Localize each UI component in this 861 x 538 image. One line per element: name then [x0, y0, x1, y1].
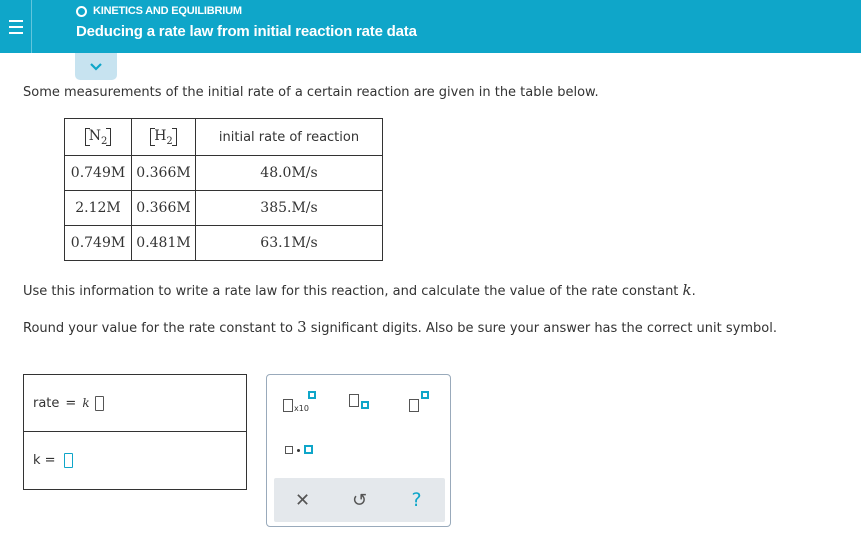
right-box-icon [304, 445, 313, 454]
hamburger-menu-button[interactable] [0, 0, 32, 53]
instruction-text: . [691, 284, 696, 299]
k-value-input[interactable] [64, 453, 73, 468]
base-box-icon [349, 394, 359, 407]
cell-rate: 385.M/s [196, 191, 383, 226]
base-box-icon [409, 399, 419, 412]
menu-line-icon [9, 26, 23, 28]
rate-label: rate [33, 395, 60, 411]
k-label: k = [33, 453, 56, 468]
rate-law-row [24, 375, 246, 432]
instruction-rounding [23, 318, 777, 336]
intro-text: Some measurements of the initial rate of a certain reaction are given in the table below. [23, 85, 599, 100]
instruction-text: Use this information to write a rate law for this reaction, and calculate the value of the rate constant [23, 284, 683, 299]
superscript-button[interactable] [407, 391, 437, 415]
table-header-row [65, 119, 383, 156]
instruction-rate-law [23, 281, 696, 299]
topic-label [76, 5, 242, 17]
rate-law-input[interactable] [95, 396, 104, 411]
rate-k-symbol: k [82, 396, 90, 410]
cell-n2: 2.12M [65, 191, 132, 226]
table-row [65, 191, 383, 226]
instruction-text: Round your value for the rate constant to [23, 321, 298, 336]
scientific-notation-button[interactable] [281, 391, 321, 415]
exponent-box-icon [308, 391, 316, 399]
equals-sign: = [65, 395, 77, 411]
topic-text: KINETICS AND EQUILIBRIUM [93, 5, 242, 17]
menu-line-icon [9, 20, 23, 22]
rate-data-table [64, 118, 383, 261]
undo-icon[interactable]: ↺ [351, 489, 368, 511]
header-rate: initial rate of reaction [196, 119, 383, 156]
cell-rate: 63.1M/s [196, 226, 383, 261]
subscript-button[interactable] [347, 391, 377, 415]
base-box-icon [283, 399, 293, 412]
header-h2: $H_2$ [132, 119, 196, 156]
sig-digits-number: 3 [297, 318, 307, 336]
header-bar [0, 0, 861, 53]
header-n2: $N_2$ [65, 119, 132, 156]
cell-rate: 48.0M/s [196, 156, 383, 191]
topic-circle-icon [76, 6, 87, 17]
clear-icon[interactable]: ✕ [294, 489, 311, 511]
collapse-toggle-button[interactable] [75, 53, 117, 80]
table-row [65, 226, 383, 261]
chevron-down-icon [89, 62, 103, 71]
subscript-box-icon [361, 401, 369, 409]
page-title: Deducing a rate law from initial reaction rate data [76, 23, 417, 40]
answer-box [23, 374, 247, 490]
cell-h2: 0.481M [132, 226, 196, 261]
cell-h2: 0.366M [132, 191, 196, 226]
k-symbol: k [682, 281, 692, 299]
help-icon[interactable]: ? [411, 489, 422, 511]
cell-n2: 0.749M [65, 226, 132, 261]
left-box-icon [285, 446, 293, 454]
math-palette [266, 374, 451, 527]
k-value-row [24, 432, 246, 489]
superscript-box-icon [421, 391, 429, 399]
instruction-text: significant digits. Also be sure your answer has the correct unit symbol. [306, 321, 777, 336]
cell-n2: 0.749M [65, 156, 132, 191]
table-row [65, 156, 383, 191]
menu-line-icon [9, 32, 23, 34]
dot-icon [297, 449, 300, 452]
multiply-dot-button[interactable] [283, 443, 323, 457]
palette-toolbar [274, 478, 445, 522]
cell-h2: 0.366M [132, 156, 196, 191]
x10-label: x10 [294, 404, 309, 413]
